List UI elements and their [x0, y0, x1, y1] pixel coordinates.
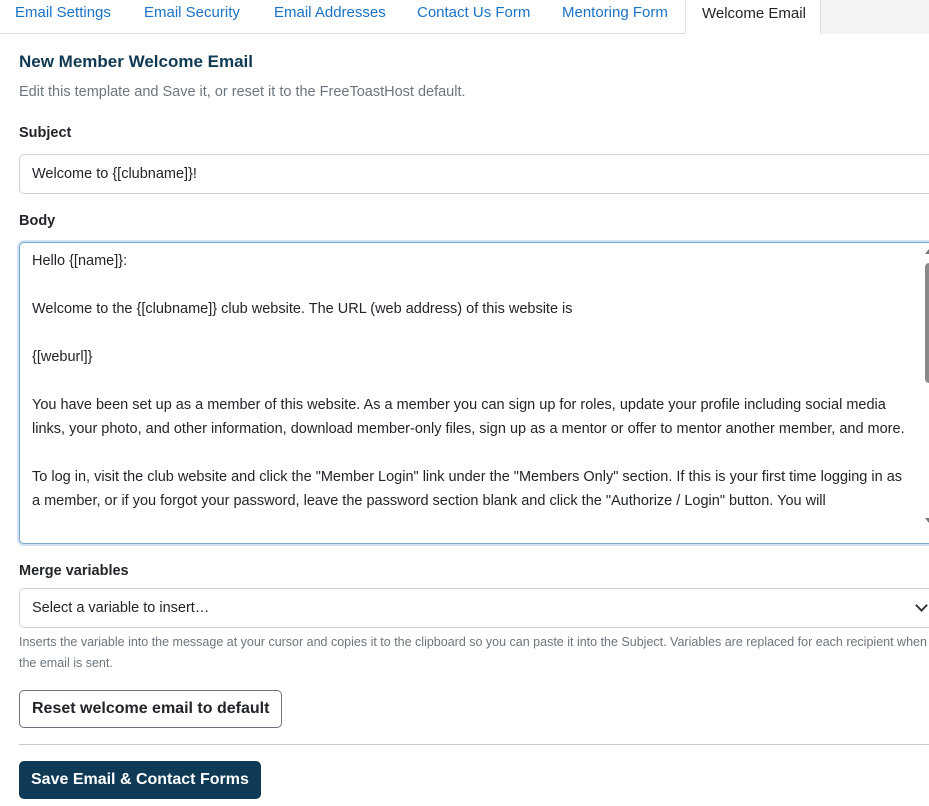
merge-variable-selected: Select a variable to insert… — [32, 600, 210, 616]
body-line — [32, 273, 922, 297]
body-line: Welcome to the {[clubname]} club website. The URL (web address) of this website is — [32, 301, 573, 317]
settings-tabs — [0, 0, 929, 34]
merge-variables-label: Merge variables — [19, 563, 129, 579]
body-textarea[interactable] — [19, 242, 929, 544]
body-scrollbar[interactable] — [922, 243, 929, 543]
tab-bar-filler — [820, 0, 929, 34]
scroll-up-arrow-icon[interactable] — [925, 249, 929, 254]
tab-email-security[interactable]: Email Security — [144, 4, 240, 21]
subject-label: Subject — [19, 125, 72, 141]
merge-variables-help: Inserts the variable into the message at your cursor and copies it to the clipboard so you can paste it into the Subject. Variables are replaced for each recipient when the email is sent. — [19, 635, 927, 670]
tab-welcome-email[interactable]: Welcome Email — [685, 0, 823, 34]
body-line: You have been set up as a member of this website. As a member you can sign up for roles, update your profile including social media links, your photo, and other information, download member-only files, sign up as a mentor or offer to mentor another member, and more. — [32, 397, 905, 437]
reset-welcome-email-button[interactable]: Reset welcome email to default — [19, 690, 282, 728]
body-line — [32, 369, 922, 393]
tab-email-addresses[interactable]: Email Addresses — [274, 4, 386, 21]
page-title: New Member Welcome Email — [19, 52, 253, 71]
body-line: To log in, visit the club website and click the "Member Login" link under the "Members Only" section. If this is your first time logging in as a member, or if you forgot your password, leave the password section blank and click the "Authorize / Login" button. You will — [32, 469, 907, 509]
body-label: Body — [19, 213, 56, 229]
body-line: Hello {[name]}: — [32, 253, 128, 269]
body-line — [32, 441, 922, 465]
tab-mentoring-form[interactable]: Mentoring Form — [562, 4, 668, 21]
save-forms-button[interactable]: Save Email & Contact Forms — [19, 761, 261, 799]
merge-variable-select[interactable] — [19, 588, 929, 628]
subject-input[interactable]: Welcome to {[clubname]}! — [19, 154, 929, 194]
page-subtitle: Edit this template and Save it, or reset it to the FreeToastHost default. — [19, 84, 466, 100]
tab-contact-us-form[interactable]: Contact Us Form — [417, 4, 531, 21]
body-line: {[weburl]} — [32, 349, 93, 365]
divider — [19, 744, 929, 745]
chevron-down-icon — [915, 599, 928, 612]
scroll-thumb[interactable] — [925, 263, 929, 383]
body-line — [32, 321, 922, 345]
scroll-down-arrow-icon[interactable] — [925, 518, 929, 523]
tab-email-settings[interactable]: Email Settings — [15, 4, 111, 21]
